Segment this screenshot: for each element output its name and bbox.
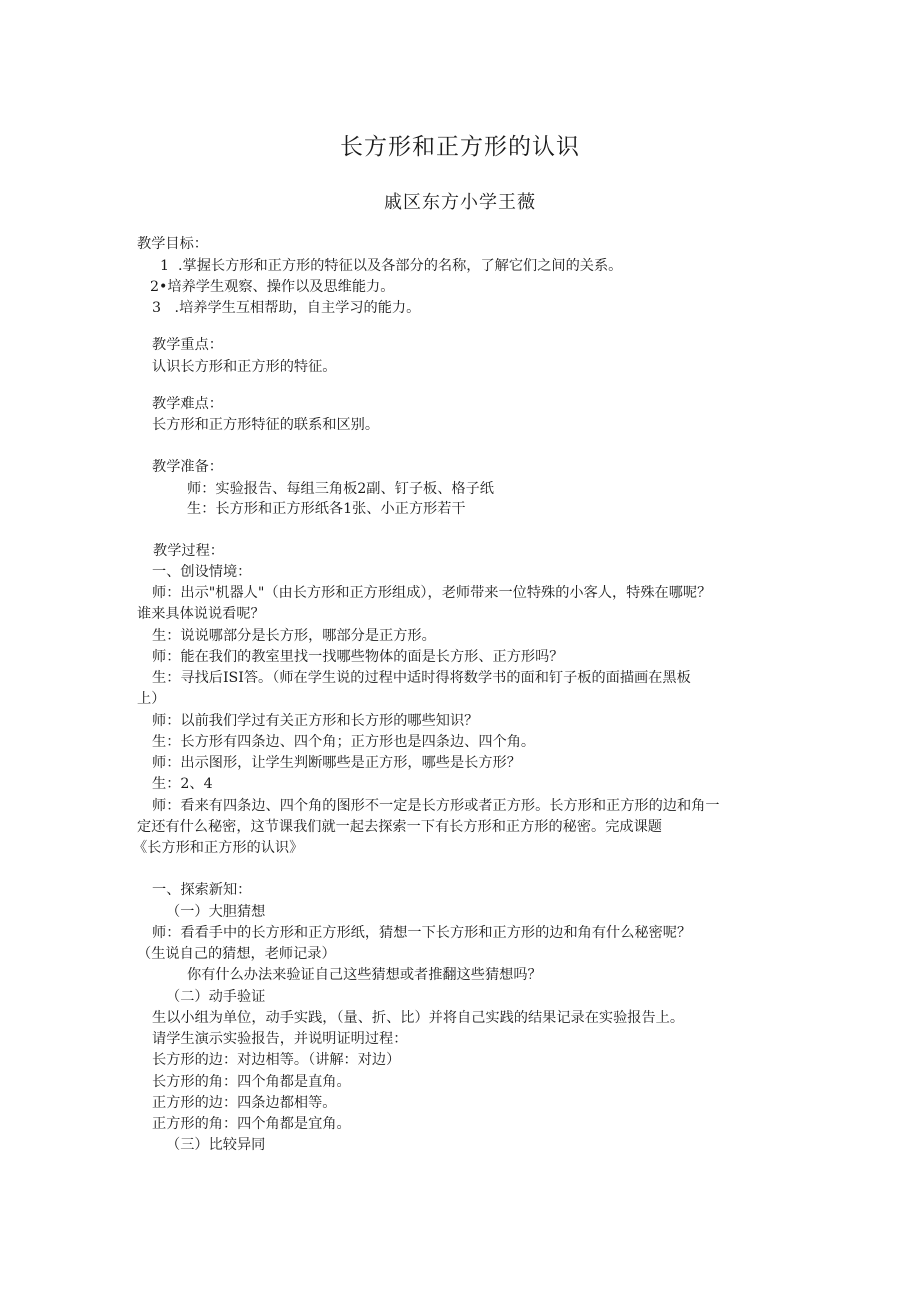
- paragraph-line: 生：寻找后ISI答。（师在学生说的过程中适时得将数学书的面和钉子板的面描画在黑板: [152, 670, 691, 686]
- objective-1: 1 .掌握长方形和正方形的特征以及各部分的名称，了解它们之间的关系。: [160, 258, 623, 274]
- process-step-2: 一、探索新知：: [152, 882, 252, 898]
- document-author: 戚区东方小学王薇: [384, 192, 536, 213]
- key-points-text: 认识长方形和正方形的特征。: [152, 359, 337, 375]
- subsection-verify: （二）动手验证: [166, 989, 266, 1005]
- objective-2: 2•培养学生观察、操作以及思维能力。: [150, 279, 395, 295]
- document-title: 长方形和正方形的认识: [340, 134, 580, 160]
- subsection-compare: （三）比较异同: [166, 1137, 266, 1153]
- paragraph-line: 生以小组为单位，动手实践，（量、折、比）并将自己实践的结果记录在实验报告上。: [152, 1010, 685, 1026]
- paragraph-line: （生说自己的猜想，老师记录）: [137, 946, 336, 962]
- process-step-1: 一、创设情境：: [152, 564, 252, 580]
- paragraph-line: 谁来具体说说看呢？: [137, 606, 265, 622]
- paragraph-line: 师：能在我们的教室里找一找哪些物体的面是长方形、正方形吗？: [152, 649, 564, 665]
- section-heading-process: 教学过程：: [153, 543, 224, 559]
- paragraph-line: 长方形的边：对边相等。（讲解：对边）: [152, 1052, 401, 1068]
- paragraph-line: 生：说说哪部分是长方形，哪部分是正方形。: [152, 628, 436, 644]
- paragraph-line: 上）: [137, 691, 166, 707]
- paragraph-line: 生：2、4: [152, 776, 213, 792]
- paragraph-line: 长方形的角：四个角都是直角。: [152, 1074, 351, 1090]
- paragraph-line: 师：出示图形，让学生判断哪些是正方形，哪些是长方形？: [152, 755, 521, 771]
- paragraph-line: 正方形的角：四个角都是宜角。: [152, 1116, 351, 1132]
- paragraph-line: 师：看来有四条边、四个角的图形不一定是长方形或者正方形。长方形和正方形的边和角一: [152, 798, 720, 814]
- paragraph-line: 《长方形和正方形的认识》: [133, 840, 304, 856]
- paragraph-line: 请学生演示实验报告，并说明证明过程：: [152, 1031, 408, 1047]
- difficulties-text: 长方形和正方形特征的联系和区别。: [152, 417, 380, 433]
- section-heading-difficulties: 教学难点：: [152, 396, 223, 412]
- section-heading-preparation: 教学准备：: [152, 459, 223, 475]
- paragraph-line: 正方形的边：四条边都相等。: [152, 1095, 337, 1111]
- paragraph-line: 师：看看手中的长方形和正方形纸，猜想一下长方形和正方形的边和角有什么秘密呢？: [152, 925, 692, 941]
- paragraph-line: 定还有什么秘密，这节课我们就一起去探索一下有长方形和正方形的秘密。完成课题: [137, 819, 662, 835]
- paragraph-line: 师：出示"机器人"（由长方形和正方形组成），老师带来一位特殊的小客人，特殊在哪呢？: [152, 585, 712, 601]
- preparation-teacher: 师：实验报告、每组三角板2副、钉子板、格子纸: [187, 481, 494, 497]
- paragraph-line: 你有什么办法来验证自己这些猜想或者推翻这些猜想吗？: [187, 967, 542, 983]
- preparation-student: 生：长方形和正方形纸各1张、小正方形若干: [187, 501, 466, 517]
- objective-3: 3 .培养学生互相帮助，自主学习的能力。: [152, 300, 421, 316]
- paragraph-line: 生：长方形有四条边、四个角；正方形也是四条边、四个角。: [152, 734, 536, 750]
- subsection-guess: （一）大胆猜想: [166, 904, 266, 920]
- paragraph-line: 师：以前我们学过有关正方形和长方形的哪些知识？: [152, 713, 479, 729]
- section-heading-objectives: 教学目标：: [137, 236, 208, 252]
- section-heading-key-points: 教学重点：: [152, 337, 223, 353]
